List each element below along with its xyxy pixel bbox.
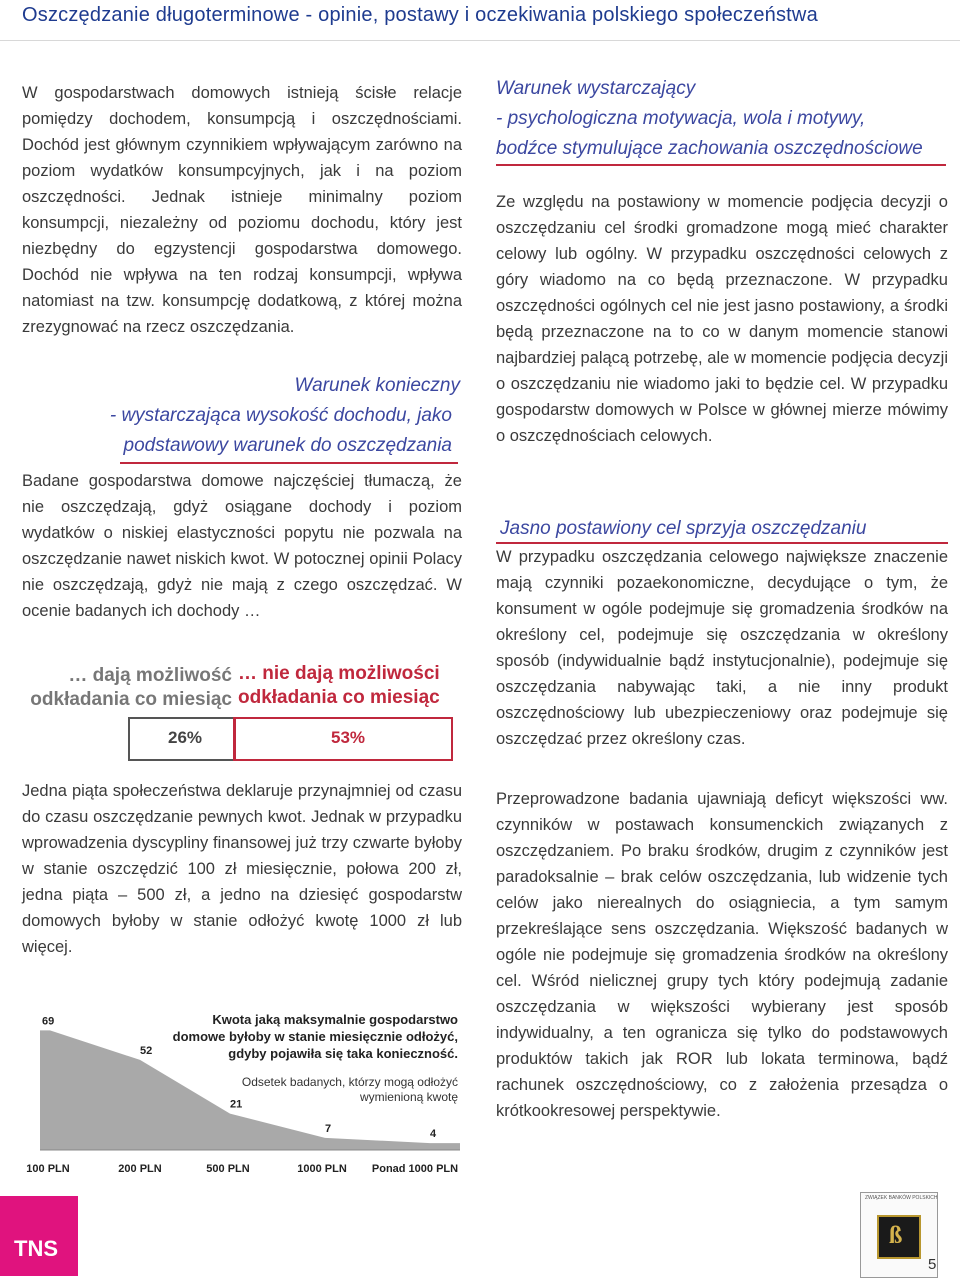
page-number: 5	[928, 1256, 937, 1273]
chart-subtitle: Odsetek badanych, którzy mogą odłożyć wymienioną kwotę	[241, 1075, 458, 1104]
can-save-label-line2: odkładania co miesiąc	[30, 689, 232, 710]
left-paragraph-3	[22, 778, 462, 960]
left-paragraph-1-text: W gospodarstwach domowych istnieją ścisłe relacje pomiędzy dochodem, konsumpcją i oszczędnościami. Dochód jest głównym czynnikiem wpływającym zarówno na poziom wydatków konsumpcyjnych, jak i na poziom oszczędności. Jednak istnieje minimalny poziom konsumpcji, niezależny od poziomu dochodu, który jest niezbędny do egzystencji gospodarstwa domowego. Dochód nie wpływa na ten rodzaj konsumpcji, wpływa natomiast na tzw. konsumpcję dodatkową, z której można zrezygnować na rzecz oszczędzania.	[22, 84, 462, 336]
right-paragraph-2-text: W przypadku oszczędzania celowego największe znaczenie mają czynniki pozaekonomiczne, decydujące o tym, że konsument w ogóle podejmuje się gromadzenia środków na określony cel, podejmuje się oszczędzania w określony sposób (indywidualnie bądź instytucjonalnie), podejmuje się oszczędzania nabywając taki, a nie inny produkt oszczędnościowy lub ubezpieczeniowy oraz podejmuje się oszczędzać przez określony czas.	[496, 548, 948, 748]
chart-data-label: 69	[42, 1015, 55, 1028]
right-paragraph-3-text: Przeprowadzone badania ujawniają deficyt większości ww. czynników w postawach konsumenckich związanych z oszczędzaniem. Po braku środków, drugim z czynników jest paradoksalnie – brak celów oszczędzania, lub widzenie tych celów jako nierealnych do osiągniecia, a tym samym przekreślające sens oszczędzania. Większość badanych w ogóle nie podejmuje się gromadzenia środków na określony cel. Wśród nielicznej grupy tych który podejmują zadanie oszczędzania w większości wybierany jest sposób indywidualny, a ten ogranicza się tylko do podstawowych produktów takich jak ROR lub lokata terminowa, bądź rachunek oszczędnościowy, co z założenia przesądza o krótkookresowej perspektywie.	[496, 790, 948, 1120]
highlight-underline-2	[496, 164, 946, 166]
highlight-sufficient-condition-line3: bodźce stymulujące zachowania oszczędnościowe	[496, 138, 923, 159]
can-save-label	[20, 664, 232, 712]
chart-data-label: 7	[325, 1122, 332, 1135]
can-save-value: 26%	[168, 728, 203, 747]
chart-data-label: 21	[230, 1098, 243, 1111]
document-title: Oszczędzanie długoterminowe - opinie, postawy i oczekiwania polskiego społeczeństwa	[22, 4, 818, 26]
chart-data-label: 4	[430, 1128, 437, 1141]
header-divider	[0, 40, 960, 41]
chart-tick-label: 500 PLN	[206, 1163, 250, 1175]
left-paragraph-3-text: Jedna piąta społeczeństwa deklaruje przynajmniej od czasu do czasu oszczędzanie pewnych kwot. Jednak w przypadku wprowadzenia dyscypliny finansowej już trzy czwarte byłoby w stanie oszczędzić 100 zł miesięcznie, połowa 200 zł, jedna piąta – 500 zł, a jedno na dziesięć gospodarstw domowych byłoby w stanie odłożyć kwotę 1000 zł lub więcej.	[22, 782, 462, 956]
zbp-logo	[860, 1192, 938, 1278]
header-bar	[0, 0, 960, 36]
highlight-underline-1	[120, 462, 458, 464]
tns-logo-text: TNS	[14, 1236, 58, 1261]
can-save-segment	[128, 717, 234, 761]
saving-ability-split-bar	[128, 717, 452, 761]
left-paragraph-2	[22, 468, 462, 624]
chart-tick-label: 1000 PLN	[297, 1163, 347, 1175]
zbp-logo-text: ZWIĄZEK BANKÓW POLSKICH	[865, 1195, 938, 1201]
right-paragraph-1-text: Ze względu na postawiony w momencie podjęcia decyzji o oszczędzaniu cel środki gromadzone mogą mieć charakter celowy lub ogólny. W przypadku oszczędności celowych z góry wiadomo na co będą przeznaczone. W przypadku oszczędności ogólnych cel nie jest jasno postawiony, a środki będą przeznaczone na to co w danym momencie stanowi najbardziej palącą potrzebę, ale w momencie podjęcia decyzji o oszczędzaniu nie wiadomo jaki to będzie cel. W przypadku gospodarstw domowych w Polsce w głównej mierze mówimy o oszczędnościach celowych.	[496, 193, 948, 445]
chart-tick-label: 100 PLN	[26, 1163, 70, 1175]
highlight-necessary-condition-line3: podstawowy warunek do oszczędzania	[123, 435, 452, 456]
left-paragraph-1	[22, 80, 462, 340]
chart-tick-label: Ponad 1000 PLN	[371, 1163, 459, 1175]
highlight-necessary-condition-title: Warunek konieczny	[294, 375, 460, 396]
cannot-save-segment	[233, 717, 453, 761]
cannot-save-label	[238, 662, 458, 710]
zbp-emblem-icon: ß	[877, 1215, 921, 1259]
can-save-label-line1: … dają możliwość	[68, 665, 232, 686]
chart-title: Kwota jaką maksymalnie gospodarstwo domowe byłoby w stanie miesięcznie odłożyć, gdyby pojawiła się taka konieczność.	[172, 1012, 458, 1061]
highlight-sufficient-condition-title: Warunek wystarczający	[496, 78, 696, 99]
cannot-save-value: 53%	[331, 728, 366, 747]
right-paragraph-1	[496, 189, 948, 449]
chart-tick-label: 200 PLN	[118, 1163, 162, 1175]
highlight-clear-goal: Jasno postawiony cel sprzyja oszczędzaniu	[500, 518, 867, 539]
cannot-save-label-line1: … nie dają możliwości	[238, 663, 440, 684]
right-paragraph-3	[496, 786, 948, 1124]
tns-logo	[0, 1196, 78, 1276]
highlight-sufficient-condition-line2: - psychologiczna motywacja, wola i motywy,	[496, 108, 866, 129]
highlight-necessary-condition-line2: - wystarczająca wysokość dochodu, jako	[109, 405, 452, 426]
left-paragraph-2-text: Badane gospodarstwa domowe najczęściej tłumaczą, że nie oszczędzają, gdyż osiągane dochody i poziom wydatków o niskiej elastyczności popytu nie pozwala na oszczędzanie nawet niskich kwot. W potocznej opinii Polacy nie oszczędzają, gdyż nie mają z czego oszczędzać. W ocenie badanych ich dochody …	[22, 472, 462, 620]
right-paragraph-2	[496, 544, 948, 752]
cannot-save-label-line2: odkładania co miesiąc	[238, 687, 440, 708]
chart-data-label: 52	[140, 1044, 153, 1057]
